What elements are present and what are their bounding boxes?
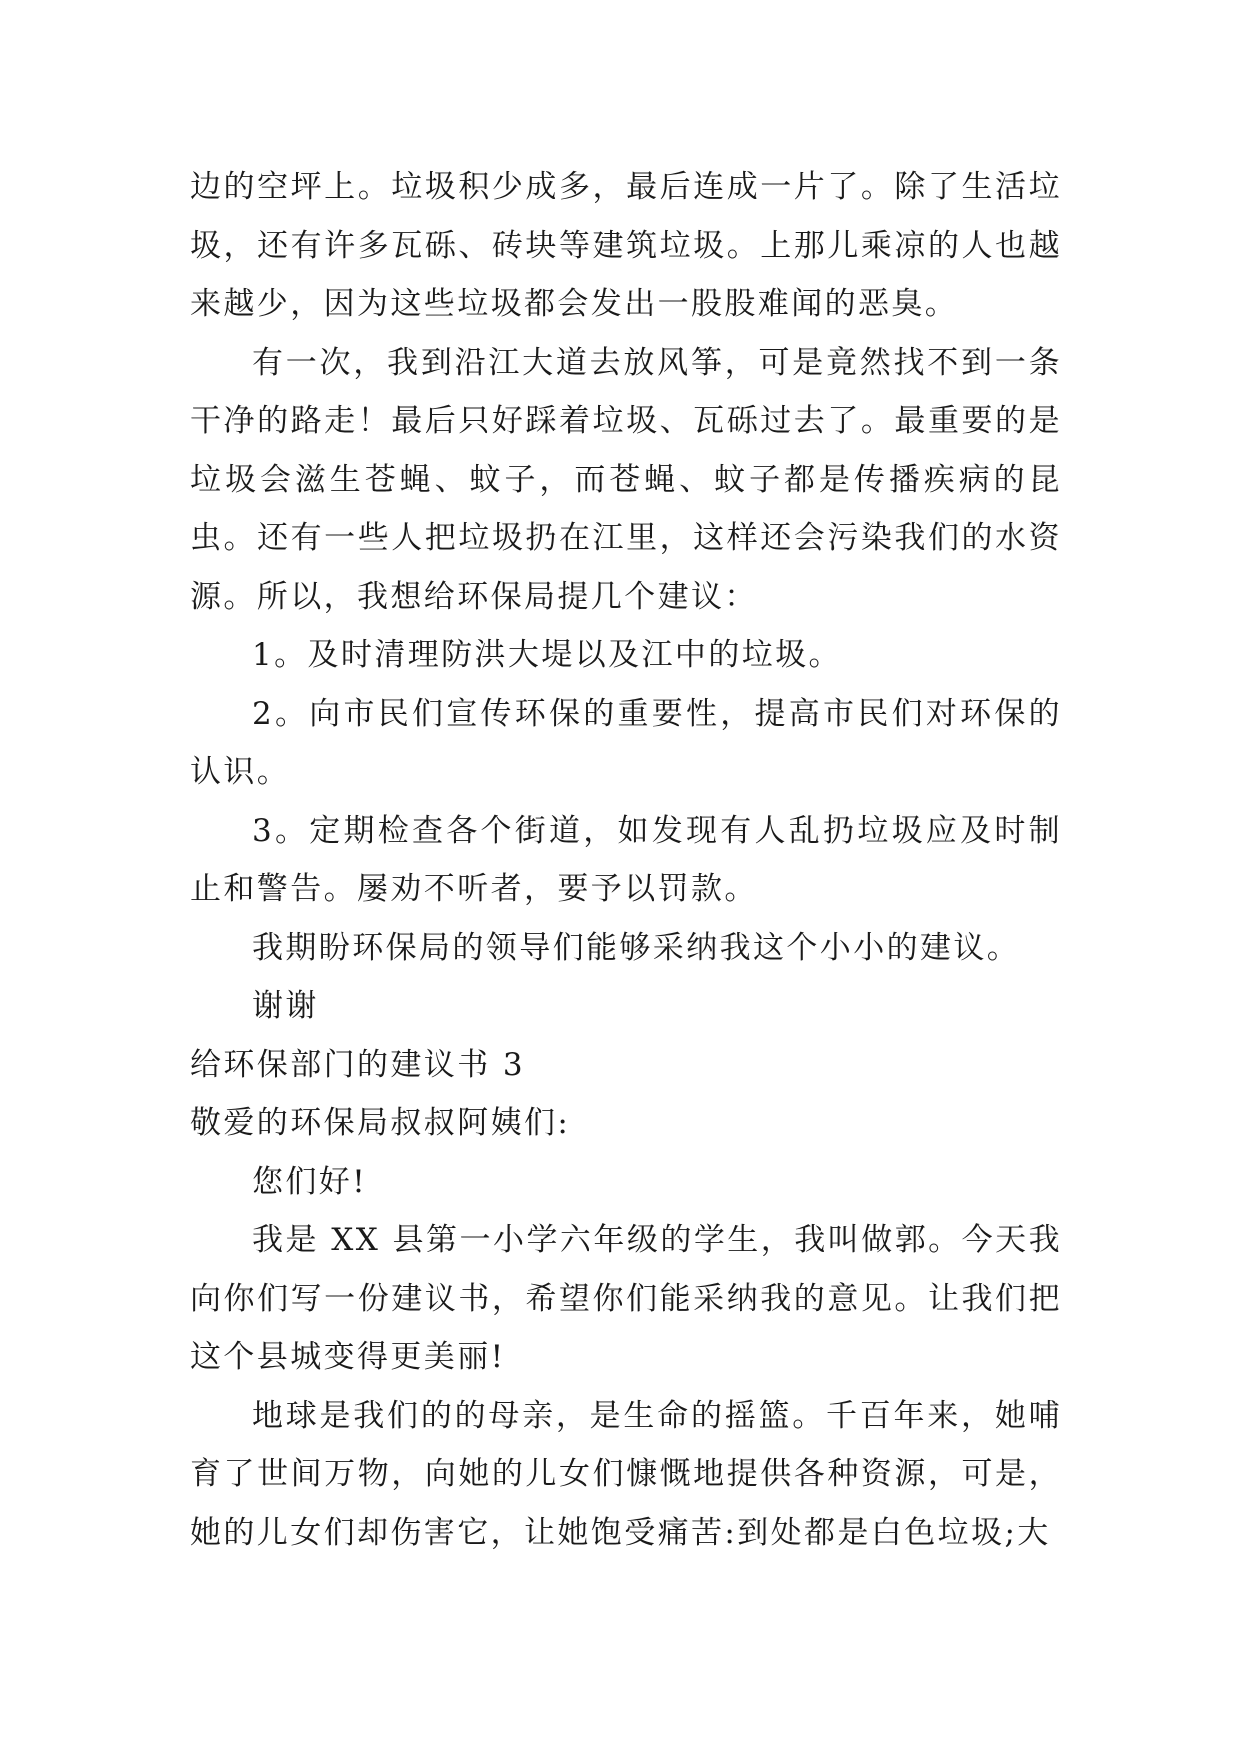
paragraph-intro: 我是 XX 县第一小学六年级的学生，我叫做郭。今天我向你们写一份建议书，希望你们能采纳我的意见。让我们把这个县城变得更美丽! <box>190 1222 1062 1375</box>
suggestion-item-1: 1。及时清理防洪大堤以及江中的垃圾。 <box>252 637 842 673</box>
suggestion-item-2: 2。向市民们宣传环保的重要性，提高市民们对环保的认识。 <box>190 695 1062 790</box>
paragraph-kite-story: 有一次，我到沿江大道去放风筝，可是竟然找不到一条干净的路走！最后只好踩着垃圾、瓦砾过去了。最重要的是垃圾会滋生苍蝇、蚊子，而苍蝇、蚊子都是传播疾病的昆虫。还有一些人把垃圾扔在江里，这样还会污染我们的水资源。所以，我想给环保局提几个建议： <box>190 344 1062 615</box>
greeting: 您们好! <box>252 1163 368 1200</box>
document-body <box>190 158 1062 1562</box>
paragraph-hope: 我期盼环保局的领导们能够采纳我这个小小的建议。 <box>252 929 1021 966</box>
section-title: 给环保部门的建议书 3 <box>190 1046 525 1083</box>
paragraph-thanks: 谢谢 <box>252 988 319 1024</box>
salutation: 敬爱的环保局叔叔阿姨们: <box>190 1105 571 1141</box>
paragraph-continuation: 边的空坪上。垃圾积少成多，最后连成一片了。除了生活垃圾，还有许多瓦砾、砖块等建筑垃圾。上那儿乘凉的人也越来越少，因为这些垃圾都会发出一股股难闻的恶臭。 <box>190 169 1062 322</box>
suggestion-item-3: 3。定期检查各个街道，如发现有人乱扔垃圾应及时制止和警告。屡劝不听者，要予以罚款。 <box>190 812 1062 907</box>
paragraph-earth: 地球是我们的的母亲，是生命的摇篮。千百年来，她哺育了世间万物，向她的儿女们慷慨地提供各种资源，可是，她的儿女们却伤害它，让她饱受痛苦:到处都是白色垃圾;大 <box>190 1397 1062 1551</box>
